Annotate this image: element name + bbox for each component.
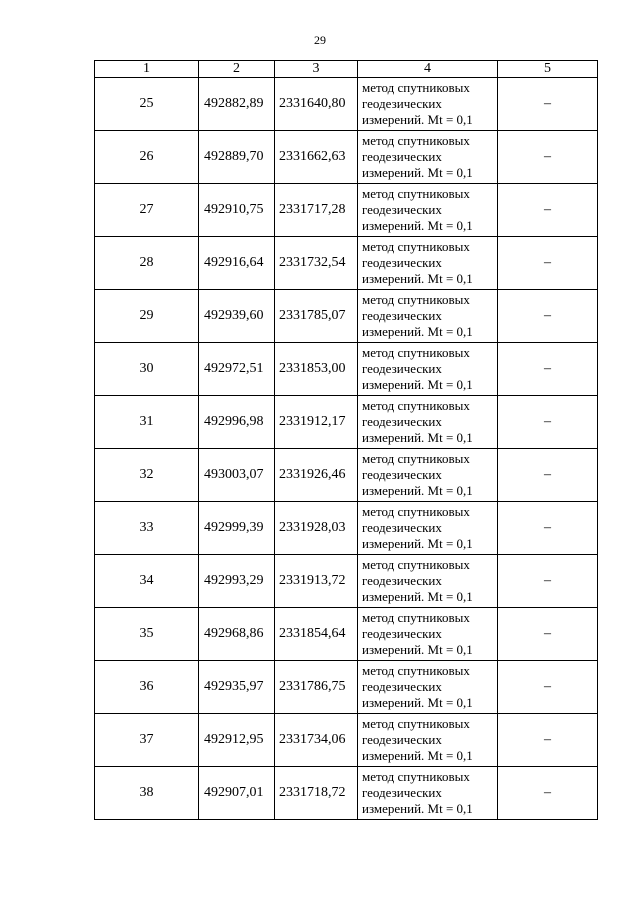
table-row bbox=[95, 343, 598, 396]
note-cell: – bbox=[498, 184, 598, 237]
method-text-line: геодезических bbox=[362, 96, 442, 111]
x-coordinate-cell: 493003,07 bbox=[199, 449, 275, 502]
note-cell: – bbox=[498, 131, 598, 184]
y-coordinate-cell: 2331785,07 bbox=[275, 290, 358, 343]
x-coordinate-cell: 492968,86 bbox=[199, 608, 275, 661]
y-coordinate-cell: 2331662,63 bbox=[275, 131, 358, 184]
column-header-3: 3 bbox=[275, 61, 358, 78]
note-cell: – bbox=[498, 767, 598, 820]
x-coordinate-cell: 492935,97 bbox=[199, 661, 275, 714]
column-header-4: 4 bbox=[358, 61, 498, 78]
y-coordinate-cell: 2331786,75 bbox=[275, 661, 358, 714]
method-cell bbox=[358, 396, 498, 449]
column-header-2: 2 bbox=[199, 61, 275, 78]
note-cell: – bbox=[498, 555, 598, 608]
point-number-cell: 27 bbox=[95, 184, 199, 237]
method-text-line: измерений. Mt = 0,1 bbox=[362, 483, 473, 498]
method-text-line: метод спутниковых bbox=[362, 504, 470, 519]
y-coordinate-cell: 2331718,72 bbox=[275, 767, 358, 820]
method-cell bbox=[358, 131, 498, 184]
x-coordinate-cell: 492939,60 bbox=[199, 290, 275, 343]
table-row bbox=[95, 396, 598, 449]
note-cell: – bbox=[498, 290, 598, 343]
method-text-line: измерений. Mt = 0,1 bbox=[362, 748, 473, 763]
method-text-line: измерений. Mt = 0,1 bbox=[362, 536, 473, 551]
point-number-cell: 31 bbox=[95, 396, 199, 449]
x-coordinate-cell: 492999,39 bbox=[199, 502, 275, 555]
method-text-line: геодезических bbox=[362, 202, 442, 217]
method-text-line: метод спутниковых bbox=[362, 133, 470, 148]
table-row bbox=[95, 290, 598, 343]
method-text-line: геодезических bbox=[362, 414, 442, 429]
x-coordinate-cell: 492912,95 bbox=[199, 714, 275, 767]
method-text-line: геодезических bbox=[362, 785, 442, 800]
x-coordinate-cell: 492916,64 bbox=[199, 237, 275, 290]
method-text-line: измерений. Mt = 0,1 bbox=[362, 589, 473, 604]
point-number-cell: 35 bbox=[95, 608, 199, 661]
method-cell bbox=[358, 714, 498, 767]
note-cell: – bbox=[498, 608, 598, 661]
table-row bbox=[95, 767, 598, 820]
note-cell: – bbox=[498, 449, 598, 502]
method-cell bbox=[358, 237, 498, 290]
method-text-line: измерений. Mt = 0,1 bbox=[362, 165, 473, 180]
column-header-5: 5 bbox=[498, 61, 598, 78]
y-coordinate-cell: 2331926,46 bbox=[275, 449, 358, 502]
point-number-cell: 36 bbox=[95, 661, 199, 714]
point-number-cell: 38 bbox=[95, 767, 199, 820]
y-coordinate-cell: 2331853,00 bbox=[275, 343, 358, 396]
coordinates-table bbox=[94, 60, 598, 820]
method-text-line: метод спутниковых bbox=[362, 292, 470, 307]
table-row bbox=[95, 661, 598, 714]
method-cell bbox=[358, 608, 498, 661]
note-cell: – bbox=[498, 343, 598, 396]
table-row bbox=[95, 449, 598, 502]
note-cell: – bbox=[498, 78, 598, 131]
point-number-cell: 30 bbox=[95, 343, 199, 396]
y-coordinate-cell: 2331928,03 bbox=[275, 502, 358, 555]
point-number-cell: 28 bbox=[95, 237, 199, 290]
note-cell: – bbox=[498, 396, 598, 449]
method-text-line: измерений. Mt = 0,1 bbox=[362, 271, 473, 286]
table-row bbox=[95, 184, 598, 237]
table-row bbox=[95, 131, 598, 184]
y-coordinate-cell: 2331732,54 bbox=[275, 237, 358, 290]
method-text-line: метод спутниковых bbox=[362, 610, 470, 625]
method-text-line: геодезических bbox=[362, 626, 442, 641]
column-header-1: 1 bbox=[95, 61, 199, 78]
method-text-line: измерений. Mt = 0,1 bbox=[362, 430, 473, 445]
y-coordinate-cell: 2331640,80 bbox=[275, 78, 358, 131]
point-number-cell: 25 bbox=[95, 78, 199, 131]
y-coordinate-cell: 2331912,17 bbox=[275, 396, 358, 449]
x-coordinate-cell: 492889,70 bbox=[199, 131, 275, 184]
page-number: 29 bbox=[314, 33, 326, 47]
y-coordinate-cell: 2331734,06 bbox=[275, 714, 358, 767]
point-number-cell: 32 bbox=[95, 449, 199, 502]
method-text-line: метод спутниковых bbox=[362, 557, 470, 572]
method-cell bbox=[358, 290, 498, 343]
point-number-cell: 29 bbox=[95, 290, 199, 343]
x-coordinate-cell: 492972,51 bbox=[199, 343, 275, 396]
y-coordinate-cell: 2331913,72 bbox=[275, 555, 358, 608]
y-coordinate-cell: 2331854,64 bbox=[275, 608, 358, 661]
method-cell bbox=[358, 78, 498, 131]
method-text-line: геодезических bbox=[362, 361, 442, 376]
method-text-line: геодезических bbox=[362, 308, 442, 323]
point-number-cell: 33 bbox=[95, 502, 199, 555]
point-number-cell: 26 bbox=[95, 131, 199, 184]
table-row bbox=[95, 502, 598, 555]
point-number-cell: 34 bbox=[95, 555, 199, 608]
note-cell: – bbox=[498, 661, 598, 714]
y-coordinate-cell: 2331717,28 bbox=[275, 184, 358, 237]
method-text-line: геодезических bbox=[362, 573, 442, 588]
method-text-line: метод спутниковых bbox=[362, 769, 470, 784]
method-text-line: измерений. Mt = 0,1 bbox=[362, 324, 473, 339]
method-text-line: геодезических bbox=[362, 732, 442, 747]
method-text-line: метод спутниковых bbox=[362, 186, 470, 201]
method-text-line: метод спутниковых bbox=[362, 663, 470, 678]
method-text-line: геодезических bbox=[362, 679, 442, 694]
table-row bbox=[95, 714, 598, 767]
x-coordinate-cell: 492996,98 bbox=[199, 396, 275, 449]
method-cell bbox=[358, 555, 498, 608]
method-text-line: метод спутниковых bbox=[362, 716, 470, 731]
table-body bbox=[95, 78, 598, 820]
method-text-line: метод спутниковых bbox=[362, 80, 470, 95]
method-cell bbox=[358, 184, 498, 237]
method-text-line: измерений. Mt = 0,1 bbox=[362, 801, 473, 816]
method-text-line: геодезических bbox=[362, 149, 442, 164]
point-number-cell: 37 bbox=[95, 714, 199, 767]
method-text-line: метод спутниковых bbox=[362, 239, 470, 254]
method-text-line: измерений. Mt = 0,1 bbox=[362, 112, 473, 127]
x-coordinate-cell: 492907,01 bbox=[199, 767, 275, 820]
note-cell: – bbox=[498, 502, 598, 555]
method-cell bbox=[358, 343, 498, 396]
x-coordinate-cell: 492993,29 bbox=[199, 555, 275, 608]
x-coordinate-cell: 492882,89 bbox=[199, 78, 275, 131]
method-text-line: измерений. Mt = 0,1 bbox=[362, 642, 473, 657]
method-text-line: геодезических bbox=[362, 520, 442, 535]
x-coordinate-cell: 492910,75 bbox=[199, 184, 275, 237]
method-text-line: геодезических bbox=[362, 467, 442, 482]
note-cell: – bbox=[498, 714, 598, 767]
table-header-row bbox=[95, 61, 598, 78]
method-cell bbox=[358, 502, 498, 555]
method-text-line: метод спутниковых bbox=[362, 398, 470, 413]
method-text-line: геодезических bbox=[362, 255, 442, 270]
method-text-line: метод спутниковых bbox=[362, 451, 470, 466]
method-text-line: измерений. Mt = 0,1 bbox=[362, 695, 473, 710]
method-text-line: измерений. Mt = 0,1 bbox=[362, 377, 473, 392]
note-cell: – bbox=[498, 237, 598, 290]
table-row bbox=[95, 555, 598, 608]
table-row bbox=[95, 608, 598, 661]
table-row bbox=[95, 78, 598, 131]
method-cell bbox=[358, 449, 498, 502]
method-text-line: метод спутниковых bbox=[362, 345, 470, 360]
method-text-line: измерений. Mt = 0,1 bbox=[362, 218, 473, 233]
method-cell bbox=[358, 767, 498, 820]
method-cell bbox=[358, 661, 498, 714]
table-row bbox=[95, 237, 598, 290]
